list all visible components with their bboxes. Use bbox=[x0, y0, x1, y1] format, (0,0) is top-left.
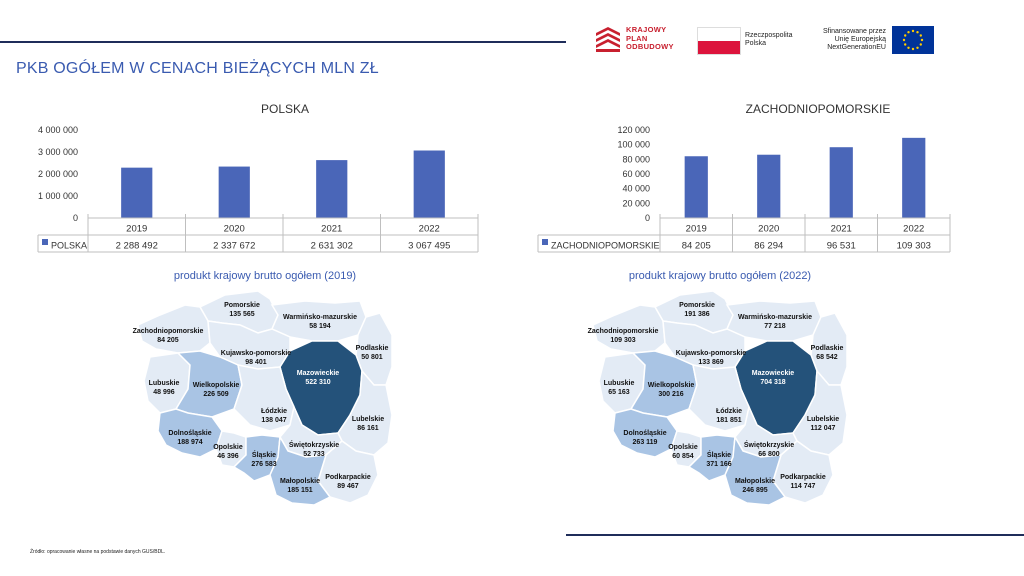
bar bbox=[685, 156, 708, 218]
region-value-label: 58 194 bbox=[309, 323, 331, 330]
region-value-label: 89 467 bbox=[337, 483, 359, 490]
region-name-label: Zachodniopomorskie bbox=[132, 328, 204, 335]
chart-title-zachodniopomorskie: ZACHODNIOPOMORSKIE bbox=[745, 102, 891, 116]
region-name-label: Świętokrzyskie bbox=[288, 442, 340, 449]
rp-line-1: Rzeczpospolita bbox=[745, 32, 793, 39]
region-value-label: 98 401 bbox=[245, 359, 267, 366]
x-category-label: 2019 bbox=[685, 223, 707, 235]
region-value-label: 48 996 bbox=[153, 389, 175, 396]
region-name-label: Wielkopolskie bbox=[192, 382, 240, 389]
data-value-label: 96 531 bbox=[826, 240, 856, 252]
x-category-label: 2022 bbox=[418, 223, 440, 235]
data-value-label: 2 288 492 bbox=[115, 240, 158, 252]
legend-series-name: ZACHODNIOPOMORSKIE bbox=[551, 240, 660, 251]
region-value-label: 52 733 bbox=[303, 451, 325, 458]
bar bbox=[121, 168, 152, 218]
y-tick-label: 3 000 000 bbox=[37, 147, 78, 157]
y-tick-label: 40 000 bbox=[622, 183, 650, 194]
x-category-label: 2019 bbox=[126, 223, 148, 235]
footer-rule bbox=[566, 534, 1024, 536]
region-value-label: 300 216 bbox=[658, 391, 684, 398]
region-name-label: Mazowieckie bbox=[751, 370, 795, 377]
kpo-line-1: KRAJOWY bbox=[626, 25, 667, 34]
rp-line-2: Polska bbox=[745, 40, 767, 47]
region-value-label: 77 218 bbox=[764, 323, 786, 330]
page-title: PKB OGÓŁEM W CENACH BIEŻĄCYCH MLN ZŁ bbox=[16, 60, 379, 77]
region-name-label: Pomorskie bbox=[679, 302, 715, 309]
eu-line-1: Sfinansowane przez bbox=[822, 28, 886, 35]
region-value-label: 65 163 bbox=[608, 389, 630, 396]
x-category-label: 2020 bbox=[223, 223, 245, 235]
region-name-label: Świętokrzyskie bbox=[743, 442, 795, 449]
region-value-label: 68 542 bbox=[816, 354, 838, 361]
chart-title-polska: POLSKA bbox=[260, 102, 310, 116]
region-name-label: Śląskie bbox=[251, 452, 277, 459]
bar bbox=[316, 160, 347, 218]
data-value-label: 109 303 bbox=[896, 240, 931, 252]
polish-flag-icon bbox=[697, 27, 741, 55]
logo-eu bbox=[812, 24, 937, 58]
bar bbox=[830, 147, 853, 218]
eu-line-3: NextGenerationEU bbox=[827, 44, 886, 51]
bar-chart-polska bbox=[10, 122, 490, 257]
region-name-label: Lubuskie bbox=[603, 380, 635, 387]
y-tick-label: 120 000 bbox=[617, 125, 650, 135]
region-value-label: 114 747 bbox=[790, 483, 816, 490]
legend-swatch bbox=[42, 239, 48, 245]
region-name-label: Warmińsko-mazurskie bbox=[282, 314, 358, 321]
header-rule bbox=[0, 41, 566, 43]
logo-rp bbox=[697, 24, 807, 58]
source-note: Źródło: opracowanie własne na podstawie danych GUS/BDL. bbox=[30, 549, 166, 555]
legend-series-name: POLSKA bbox=[51, 240, 88, 251]
map-title-2022: produkt krajowy brutto ogółem (2022) bbox=[628, 270, 812, 282]
kpo-flag-icon bbox=[596, 27, 620, 53]
x-category-label: 2020 bbox=[758, 223, 780, 235]
region-value-label: 138 047 bbox=[261, 417, 287, 424]
region-value-label: 84 205 bbox=[157, 337, 179, 344]
bar bbox=[219, 167, 250, 218]
region-name-label: Kujawsko-pomorskie bbox=[220, 350, 292, 357]
region-name-label: Warmińsko-mazurskie bbox=[737, 314, 813, 321]
region-name-label: Małopolskie bbox=[734, 478, 776, 485]
region-value-label: 246 895 bbox=[742, 487, 768, 494]
bar-chart-zachodniopomorskie bbox=[530, 122, 980, 257]
region-name-label: Zachodniopomorskie bbox=[587, 328, 659, 335]
region-value-label: 60 854 bbox=[672, 453, 694, 460]
y-tick-label: 4 000 000 bbox=[37, 125, 78, 135]
y-tick-label: 2 000 000 bbox=[37, 169, 78, 179]
y-tick-label: 20 000 bbox=[622, 198, 650, 209]
bar bbox=[757, 155, 780, 218]
data-value-label: 86 294 bbox=[754, 240, 784, 252]
region-value-label: 371 166 bbox=[706, 461, 732, 468]
region-name-label: Małopolskie bbox=[279, 478, 321, 485]
region-name-label: Dolnośląskie bbox=[168, 430, 212, 437]
region-value-label: 704 318 bbox=[760, 379, 786, 386]
legend-swatch bbox=[542, 239, 548, 245]
region-value-label: 46 396 bbox=[217, 453, 239, 460]
bar bbox=[414, 151, 445, 218]
y-tick-label: 0 bbox=[72, 213, 78, 223]
region-name-label: Wielkopolskie bbox=[647, 382, 695, 389]
y-tick-label: 80 000 bbox=[622, 154, 650, 165]
kpo-line-2: PLAN bbox=[626, 33, 648, 43]
region-value-label: 66 800 bbox=[758, 451, 780, 458]
x-category-label: 2021 bbox=[830, 223, 852, 235]
region-value-label: 188 974 bbox=[177, 439, 203, 446]
region-name-label: Lubuskie bbox=[148, 380, 180, 387]
region-name-label: Podkarpackie bbox=[325, 474, 371, 481]
data-value-label: 2 337 672 bbox=[213, 240, 256, 252]
data-value-label: 2 631 302 bbox=[310, 240, 353, 252]
eu-flag-icon bbox=[892, 26, 934, 54]
region-name-label: Kujawsko-pomorskie bbox=[675, 350, 747, 357]
region-value-label: 263 119 bbox=[632, 439, 658, 446]
region-name-label: Mazowieckie bbox=[296, 370, 340, 377]
region-value-label: 133 869 bbox=[698, 359, 724, 366]
region-name-label: Łódzkie bbox=[260, 408, 288, 415]
region-value-label: 135 565 bbox=[229, 311, 255, 318]
region-value-label: 109 303 bbox=[610, 337, 636, 344]
region-value-label: 226 509 bbox=[203, 391, 229, 398]
region-name-label: Lubelskie bbox=[806, 416, 840, 423]
region-value-label: 191 386 bbox=[684, 311, 710, 318]
region-value-label: 50 801 bbox=[361, 354, 383, 361]
region-name-label: Łódzkie bbox=[715, 408, 743, 415]
voivodeship-map-2019 bbox=[130, 285, 400, 525]
y-tick-label: 0 bbox=[644, 213, 650, 223]
map-title-2019: produkt krajowy brutto ogółem (2019) bbox=[173, 270, 357, 282]
eu-line-2: Unię Europejską bbox=[834, 36, 886, 43]
kpo-line-3: ODBUDOWY bbox=[626, 42, 674, 51]
region-name-label: Dolnośląskie bbox=[623, 430, 667, 437]
y-tick-label: 100 000 bbox=[617, 139, 650, 150]
x-category-label: 2022 bbox=[903, 223, 925, 235]
region-name-label: Podlaskie bbox=[355, 345, 389, 352]
logo-kpo bbox=[596, 24, 691, 58]
region-name-label: Lubelskie bbox=[351, 416, 385, 423]
region-name-label: Śląskie bbox=[706, 452, 732, 459]
voivodeship-map-2022 bbox=[585, 285, 855, 525]
region-value-label: 181 851 bbox=[716, 417, 742, 424]
bar bbox=[902, 138, 925, 218]
region-value-label: 522 310 bbox=[305, 379, 331, 386]
y-tick-label: 60 000 bbox=[622, 169, 650, 179]
region-value-label: 185 151 bbox=[287, 487, 313, 494]
region-value-label: 86 161 bbox=[357, 425, 379, 432]
region-value-label: 112 047 bbox=[810, 425, 836, 432]
region-name-label: Podlaskie bbox=[810, 345, 844, 352]
region-name-label: Opolskie bbox=[668, 444, 698, 451]
y-tick-label: 1 000 000 bbox=[37, 191, 78, 201]
data-value-label: 3 067 495 bbox=[408, 240, 451, 252]
x-category-label: 2021 bbox=[321, 223, 343, 235]
region-name-label: Pomorskie bbox=[224, 302, 260, 309]
region-value-label: 276 583 bbox=[251, 461, 277, 468]
region-name-label: Opolskie bbox=[213, 444, 243, 451]
data-value-label: 84 205 bbox=[681, 240, 711, 252]
region-name-label: Podkarpackie bbox=[780, 474, 826, 481]
